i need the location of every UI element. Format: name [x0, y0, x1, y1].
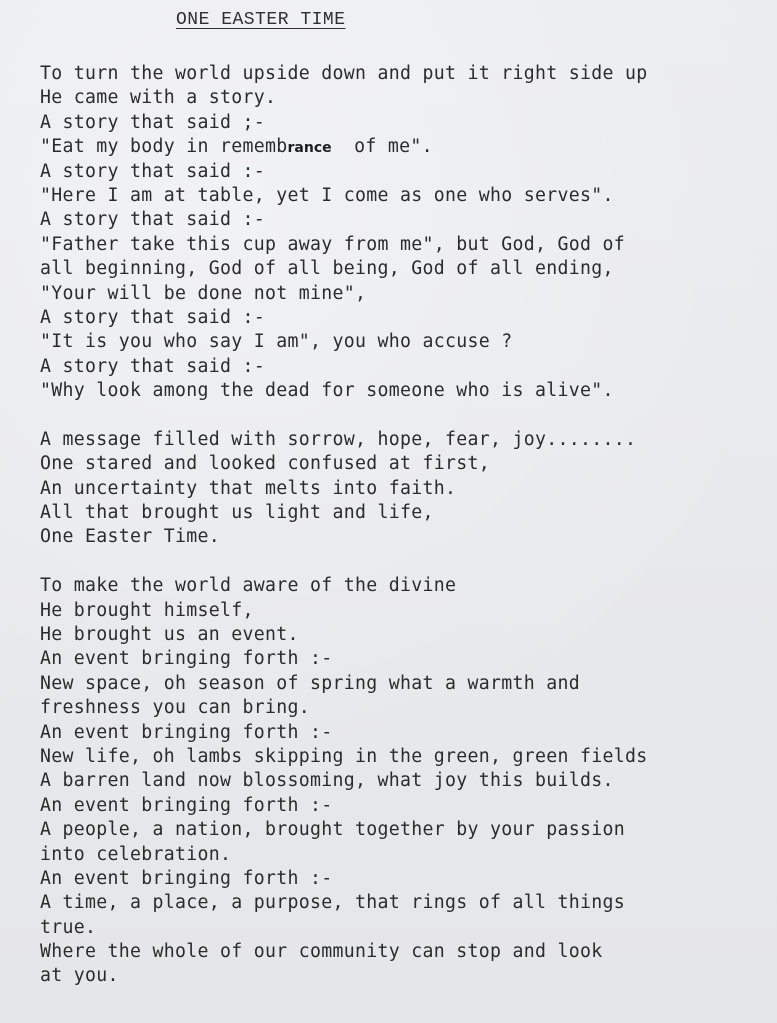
poem-line: A barren land now blossoming, what joy this builds.	[40, 770, 614, 792]
poem-line: He brought himself,	[40, 599, 254, 621]
poem-line: "Here I am at table, yet I come as one who serves".	[40, 184, 614, 206]
poem-line: To make the world aware of the divine	[40, 575, 457, 597]
poem-line: An uncertainty that melts into faith.	[40, 477, 457, 499]
poem-body	[40, 62, 770, 989]
poem-line: Where the whole of our community can stop and look	[40, 941, 603, 963]
poem-line: at you.	[40, 965, 119, 987]
poem-line: All that brought us light and life,	[40, 502, 434, 524]
poem-line: He brought us an event.	[40, 623, 299, 645]
stanza-break	[40, 550, 770, 574]
poem-line: A story that said :-	[40, 209, 265, 231]
poem-line: A people, a nation, brought together by your passion	[40, 819, 625, 841]
poem-line: "It is you who say I am", you who accuse ?	[40, 331, 513, 353]
poem-line: freshness you can bring.	[40, 697, 310, 719]
poem-line: "Why look among the dead for someone who is alive".	[40, 380, 614, 402]
poem-line-eat-my-body	[40, 135, 770, 159]
poem-line: all beginning, God of all being, God of all ending,	[40, 258, 614, 280]
poem-line: into celebration.	[40, 843, 232, 865]
poem-line: New space, oh season of spring what a warmth and	[40, 672, 580, 694]
poem-line: One Easter Time.	[40, 526, 220, 548]
poem-title: ONE EASTER TIME	[176, 10, 346, 30]
poem-line: An event bringing forth :-	[40, 867, 333, 889]
poem-line: A story that said :-	[40, 306, 265, 328]
poem-line: A story that said ;-	[40, 111, 265, 133]
typed-text: of me".	[331, 136, 433, 158]
poem-line: A time, a place, a purpose, that rings of all things	[40, 892, 625, 914]
poem-line: A message filled with sorrow, hope, fear, joy........	[40, 428, 637, 450]
stanza-break	[40, 403, 770, 427]
typed-text: "Eat my body in rememb	[40, 136, 288, 158]
poem-line: A story that said :-	[40, 355, 265, 377]
poem-line: "Your will be done not mine",	[40, 282, 367, 304]
poem-line: To turn the world upside down and put it right side up	[40, 63, 648, 84]
poem-line: true.	[40, 916, 97, 938]
poem-line: An event bringing forth :-	[40, 794, 333, 816]
handwritten-correction: rance	[287, 140, 332, 157]
poem-line: One stared and looked confused at first,	[40, 453, 490, 475]
poem-line: He came with a story.	[40, 87, 277, 109]
poem-line: New life, oh lambs skipping in the green, green fields	[40, 745, 648, 767]
poem-line: An event bringing forth :-	[40, 648, 333, 670]
poem-line: A story that said :-	[40, 160, 265, 182]
poem-line: An event bringing forth :-	[40, 721, 333, 743]
poem-line: "Father take this cup away from me", but God, God of	[40, 233, 625, 255]
